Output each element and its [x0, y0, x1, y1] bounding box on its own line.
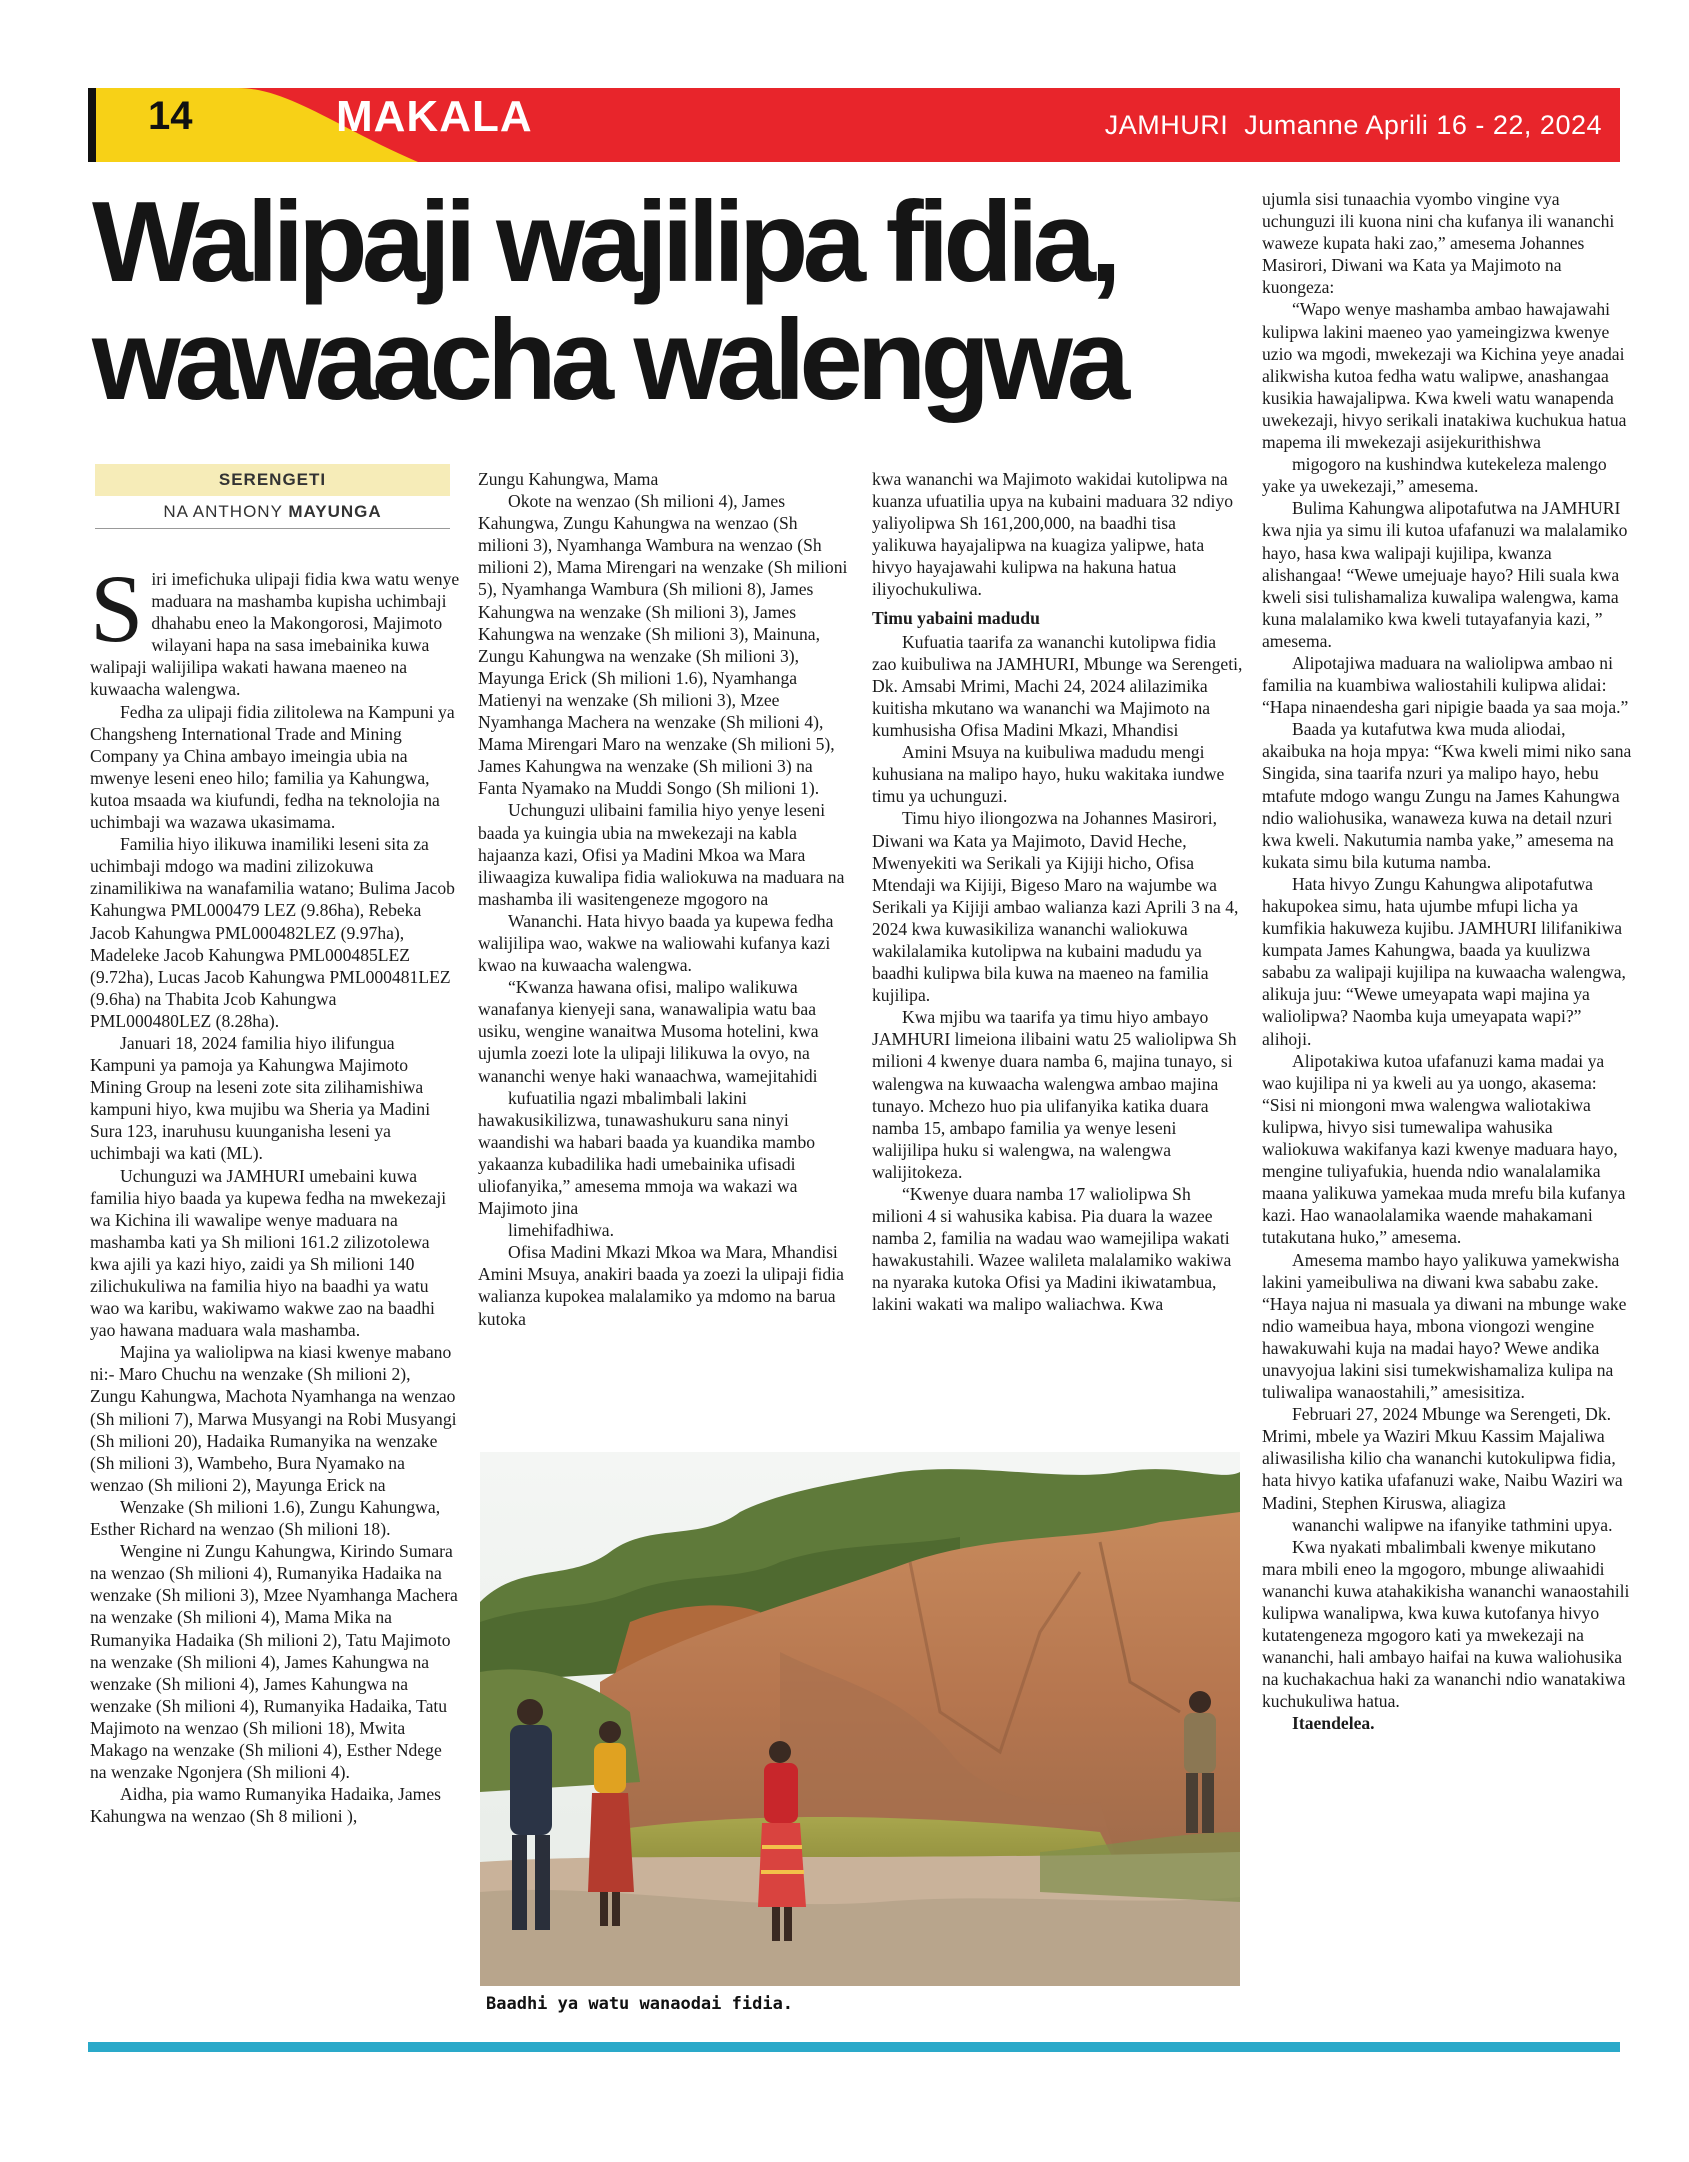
paragraph: Alipotajiwa maduara na waliolipwa ambao ni familia na kuambiwa waliostahili kulipwa alidai: “Hapa ninaendesha gari nipigie baada ya saa moja.”	[1262, 652, 1629, 718]
headline-line-1: Walipaji wajilipa fidia,	[92, 179, 1116, 306]
paragraph: wananchi walipwe na ifanyike tathmini upya.	[1292, 1514, 1613, 1535]
paragraph: kufuatilia ngazi mbalimbali lakini hawakusikilizwa, tunawashukuru sana ninyi waandishi wa habari baada ya kuandika mambo yakaanza kubadilika hadi umebainika ufisadi uliofanyika,” amesema mmoja wa wakazi wa Majimoto jina	[478, 1087, 816, 1219]
paragraph: Uchunguzi ulibaini familia hiyo yenye leseni baada ya kuingia ubia na mwekezaji na kabla hajaanza kazi, Ofisi ya Madini Mkoa wa Mara iliwaagiza kuwalipa fidia waliokuwa na maduara na mashamba ili wasitengeneze mgogoro na	[478, 800, 845, 909]
issue-date: Jumanne Aprili 16 - 22, 2024	[1244, 110, 1602, 140]
lead-text: iri imefichuka ulipaji fidia kwa watu wenye maduara na mashamba kupisha uchimbaji dhahabu eneo la Makongorosi, Majimoto wilayani hapa na sasa imebainika kuwa walipaji walijilipa wakati hawana maeneo na kuwaacha walengwa.	[90, 569, 460, 700]
byline	[95, 464, 450, 529]
article-column-2	[478, 468, 850, 1330]
paragraph: Amini Msuya na kuibuliwa madudu mengi kuhusiana na malipo hayo, huku wakitaka iundwe timu ya uchunguzi.	[872, 742, 1225, 807]
section-name: MAKALA	[336, 92, 533, 141]
article-column-3	[872, 468, 1244, 1316]
dateline-place: SERENGETI	[95, 464, 450, 496]
lead-paragraph	[90, 555, 460, 701]
page-number: 14	[148, 94, 193, 138]
paragraph: Amesema mambo hayo yalikuwa yamekwisha lakini yameibuliwa na diwani kwa sababu zake. “Haya najua ni masuala ya diwani na mbunge wake ndio wameibua haya, mbona viongozi wengine hawakuwahi kuja na madai hayo? Wewe andika unavyojua lakini sisi tumekwishamaliza kulipa na tuliwalipa wanaostahili,” amesisitiza.	[1262, 1249, 1627, 1403]
paragraph: Alipotakiwa kutoa ufafanuzi kama madai ya wao kujilipa ni ya kweli au ya uongo, akasema: “Sisi ni miongoni mwa walengwa waliotakiwa kulipwa, hivyo sisi tumewalipa wahusika waliokuwa wakifanya kazi kwenye maduara hayo, mengine tuliyafukia, huenda ndio wanalalamika maana yalikuwa yamekaa muda mrefu bila kufanya kazi. Hao wanaolalamika waende mahakamani tutakutana huko,” amesema.	[1262, 1050, 1626, 1248]
paragraph: Hata hivyo Zungu Kahungwa alipotafutwa hakupokea simu, hata ujumbe mfupi licha ya kumfikia hakuweza kujibu. JAMHURI lilifanikiwa kumpata James Kahungwa, baada ya kuulizwa sababu za walipaji kujilipa na kuwaacha walengwa, alikuja juu: “Wewe umeyapata wapi majina ya waliolipwa? Naomba kuja umeyapata wapi?” alihoji.	[1262, 873, 1626, 1049]
paragraph: kwa wananchi wa Majimoto wakidai kutolipwa na kuanza ufuatilia upya na kubaini maduara 32 ndiyo yaliyolipwa Sh 161,200,000, na baadhi tisa yalikuwa hayajalipwa na kuagiza yalipwe, hata hivyo hayajawahi kulipwa na hakuna hatua iliyochukuliwa.	[872, 469, 1234, 600]
quote-paragraph: “Wapo wenye mashamba ambao hawajawahi kulipwa lakini maeneo yao yameingizwa kwenye uzio wa mgodi, mwekezaji wa Kichina yeye anadai alikwisha kutoa fedha watu walipwe, anashangaa kusikia hawajalipwa. Kwa kweli watu wanapenda uwekezaji, hivyo serikali inatakiwa kuchukua hatua mapema ili mwekezaji asijekurithishwa	[1262, 299, 1627, 453]
quote-paragraph: “Kwenye duara namba 17 waliolipwa Sh milioni 4 si wahusika kabisa. Pia duara la wazee namba 2, familia na wadau wao wamejilipa wakati hawakustahili. Wazee walileta malalamiko wakiwa na nyaraka kutoka Ofisi ya Madini ikiwatambua, lakini wakati wa malipo waliachwa. Kwa	[872, 1184, 1232, 1315]
paragraph: Kwa mjibu wa taarifa ya timu hiyo ambayo JAMHURI limeiona ilibaini watu 25 waliolipwa Sh milioni 4 kwenye duara namba 6, majina tunayo, si walengwa na kuwaacha walengwa ambao majina tunayo. Mchezo huo pia ulifanyika katika duara namba 15, ambapo familia ya wenye leseni walijilipa huku si walengwa, na walengwa walijitokeza.	[872, 1007, 1237, 1182]
article-photo	[480, 1452, 1240, 1986]
paragraph: Kwa nyakati mbalimbali kwenye mikutano mara mbili eneo la mgogoro, mbunge aliwaahidi wananchi kuwa atahakikisha wananchi wanaostahili kulipwa wanalipwa, kwa kuwa kutofanya hivyo kutatengeneza mgogoro kati ya mwekezaji na wananchi, hali ambayo haifai na kuwa waliohusika na kuchakachua haki za wananchi ndio wanatakiwa kuchukuliwa hatua.	[1262, 1536, 1630, 1712]
paragraph: Familia hiyo ilikuwa inamiliki leseni sita za uchimbaji mdogo wa madini zilizokuwa zinamilikiwa na wanafamilia watano; Bulima Jacob Kahungwa PML000479 LEZ (9.86ha), Rebeka Jacob Kahungwa PML000482LEZ (9.97ha), Madeleke Jacob Kahungwa PML000485LEZ (9.72ha), Lucas Jacob Kahungwa PML000481LEZ (9.6ha) na Thabita Jcob Kahungwa PML000480LEZ (8.28ha).	[90, 834, 455, 1031]
paragraph: Uchunguzi wa JAMHURI umebaini kuwa familia hiyo baada ya kupewa fedha na mwekezaji wa Kichina ili wawalipe wenye maduara na mashamba kati ya Sh milioni 161.2 zilizotolewa kwa ajili ya kazi hiyo, zaidi ya Sh milioni 140 zilichukuliwa na familia hiyo na baadhi ya watu wao wa karibu, wakiwamo wakwe zao na baadhi yao hawana maduara wala mashamba.	[90, 1165, 447, 1341]
publication-info	[1105, 110, 1602, 141]
paragraph: Timu hiyo iliongozwa na Johannes Masirori, Diwani wa Kata ya Majimoto, David Heche, Mwenyekiti wa Serikali ya Kijiji hicho, Ofisa Mtendaji wa Kijiji, Bigeso Maro na wajumbe wa Serikali ya Kijiji ambao walianza kazi Aprili 3 na 4, 2024 kwa kuwasikiliza wananchi waliokuwa wakilalamika kutolipwa na kubaini madudu ya baadhi kulipwa bila kuwa na maeneo na familia kujilipa.	[872, 808, 1239, 1006]
paragraph: ujumla sisi tunaachia vyombo vingine vya uchunguzi ili kuona nini cha kufanya ili wananchi waweze kupata haki zao,” amesema Johannes Masirori, Diwani wa Kata ya Majimoto na kuongeza:	[1262, 189, 1615, 298]
paragraph: Aidha, pia wamo Rumanyika Hadaika, James Kahungwa na wenzao (Sh 8 milioni ),	[90, 1784, 442, 1827]
quote-paragraph: “Kwanza hawana ofisi, malipo walikuwa wanafanya kienyeji sana, wanawalipia watu baa usiku, wengine wanaitwa Musoma hotelini, kwa ujumla zoezi lote la ulipaji lilikuwa la ovyo, na wananchi wenye haki wanaachwa, wamejitahidi	[478, 977, 819, 1086]
paragraph: Februari 27, 2024 Mbunge wa Serengeti, Dk. Mrimi, mbele ya Waziri Mkuu Kassim Majaliwa aliwasilisha kilio cha wananchi kutokulipwa fidia, hata hivyo katika ufafanuzi wake, Naibu Waziri wa Madini, Stephen Kiruswa, aliagiza	[1262, 1404, 1623, 1513]
article-column-1	[90, 555, 460, 1827]
paragraph: Januari 18, 2024 familia hiyo ilifungua Kampuni ya pamoja ya Kahungwa Majimoto Mining Group na leseni zote sita zilihamishiwa kampuni hiyo, kwa mujibu wa Sheria ya Madini Sura 123, inaruhusu kuunganisha leseni ya uchimbaji wa kati (ML).	[90, 1032, 431, 1164]
paragraph: Okote na wenzao (Sh milioni 4), James Kahungwa, Zungu Kahungwa na wenzao (Sh milioni 3), Nyamhanga Wambura na wenzao (Sh milioni 2), Mama Mirengari na wenzake (Sh milioni 5), Nyamhanga Wambura (Sh milioni 8), James Kahungwa na wenzake (Sh milioni 3), James Kahungwa na wenzake (Sh milioni 3), Mainuna, Zungu Kahungwa na wenzake (Sh milioni 3), Mayunga Erick (Sh milioni 1.6), Nyamhanga Matienyi na wenzake (Sh milioni 3), Mzee Nyamhanga Machera na wenzake (Sh milioni 4), Mama Mirengari Maro na wenzake (Sh milioni 5), James Kahungwa na wenzake (Sh milioni 3) na Fanta Nyamako na Muddi Songo (Sh milioni 1).	[478, 491, 848, 799]
paragraph: Wengine ni Zungu Kahungwa, Kirindo Sumara na wenzao (Sh milioni 4), Rumanyika Hadaika na wenzake (Sh milioni 3), Mzee Nyamhanga Machera na wenzake (Sh milioni 4), Mama Mika na Rumanyika Hadaika (Sh milioni 2), Tatu Majimoto na wenzake (Sh milioni 4), James Kahungwa na wenzake (Sh milioni 4), James Kahungwa na wenzake (Sh milioni 4), Rumanyika Hadaika, Tatu Majimoto na wenzao (Sh milioni 18), Mwita Makago na wenzake (Sh milioni 4), Esther Ndege na wenzake Ngonjera (Sh milioni 4).	[90, 1541, 458, 1783]
paragraph: Baada ya kutafutwa kwa muda aliodai, akaibuka na hoja mpya: “Kwa kweli mimi niko sana Singida, sina taarifa nzuri ya malipo hayo, hebu mtafute mdogo wangu Zungu na James Kahungwa ndio waliohusika, wanaweza kuwa na detail nzuri kwa kweli. Nakutumia namba yake,” amesema na kukata simu bila kutuma namba.	[1262, 719, 1632, 872]
paragraph: limehifadhiwa.	[508, 1220, 615, 1241]
author-credit	[95, 496, 450, 529]
paragraph: Majina ya waliolipwa na kiasi kwenye mabano ni:- Maro Chuchu na wenzake (Sh milioni 2), Zungu Kahungwa, Machota Nyamhanga na wenzao (Sh milioni 7), Marwa Musyangi na Robi Musyangi (Sh milioni 20), Hadaika Rumanyika na wenzake (Sh milioni 3), Wambeho, Bura Nyamako na wenzao (Sh milioni 2), Mayunga Erick na	[90, 1342, 457, 1495]
paragraph: Kufuatia taarifa za wananchi kutolipwa fidia zao kuibuliwa na JAMHURI, Mbunge wa Serengeti, Dk. Amsabi Mrimi, Machi 24, 2024 alilazimika kuitisha mkutano wa wananchi wa Majimoto na kumhusisha Ofisa Madini Mkazi, Mhandisi	[872, 631, 1243, 741]
headline-line-2: wawaacha walengwa	[92, 297, 1125, 424]
footer-rule	[88, 2042, 1620, 2052]
photo-caption: Baadhi ya watu wanaodai fidia.	[486, 1994, 794, 2014]
article-column-4	[1262, 188, 1632, 1735]
drop-cap: S	[90, 555, 144, 662]
subheading: Timu yabaini madudu	[872, 607, 1040, 628]
photo-illustration	[480, 1452, 1240, 1986]
paragraph: Fedha za ulipaji fidia zilitolewa na Kampuni ya Changsheng International Trade and Mining Company ya China ambayo imeingia ubia na mwenye leseni eneo hilo; familia ya Kahungwa, kutoa msaada wa kiufundi, fedha na teknolojia na uchimbaji wa wazawa ukasimama.	[90, 701, 455, 833]
paragraph: Bulima Kahungwa alipotafutwa na JAMHURI kwa njia ya simu ili kutoa ufafanuzi wa malalamiko hayo, hasa kwa walipaji kujilipa, kwanza alishangaa! “Wewe umejuaje hayo? Hili suala kwa kweli sisi tulishamaliza kuwalipa walengwa, kama kuna malalamiko kwa kweli tutayafanyia kazi, ” amesema.	[1262, 498, 1628, 651]
paragraph: migogoro na kushindwa kutekeleza malengo yake ya uwekezaji,” amesema.	[1262, 454, 1607, 497]
page-header	[88, 88, 1620, 162]
author-prefix: NA ANTHONY	[163, 502, 283, 521]
end-note: Itaendelea.	[1292, 1713, 1375, 1734]
paragraph: Wenzake (Sh milioni 1.6), Zungu Kahungwa, Esther Richard na wenzao (Sh milioni 18).	[90, 1496, 441, 1540]
paragraph: Zungu Kahungwa, Mama	[478, 469, 659, 489]
paragraph: Ofisa Madini Mkazi Mkoa wa Mara, Mhandisi Amini Msuya, anakiri baada ya zoezi la ulipaji fidia walianza kupokea malalamiko ya mdomo na barua kutoka	[478, 1242, 844, 1329]
publication-name: JAMHURI	[1104, 110, 1229, 140]
paragraph: Wananchi. Hata hivyo baada ya kupewa fedha walijilipa wao, wakwe na waliowahi kufanya kazi kwao na kuwaacha walengwa.	[478, 910, 834, 976]
author-surname: MAYUNGA	[288, 502, 382, 521]
